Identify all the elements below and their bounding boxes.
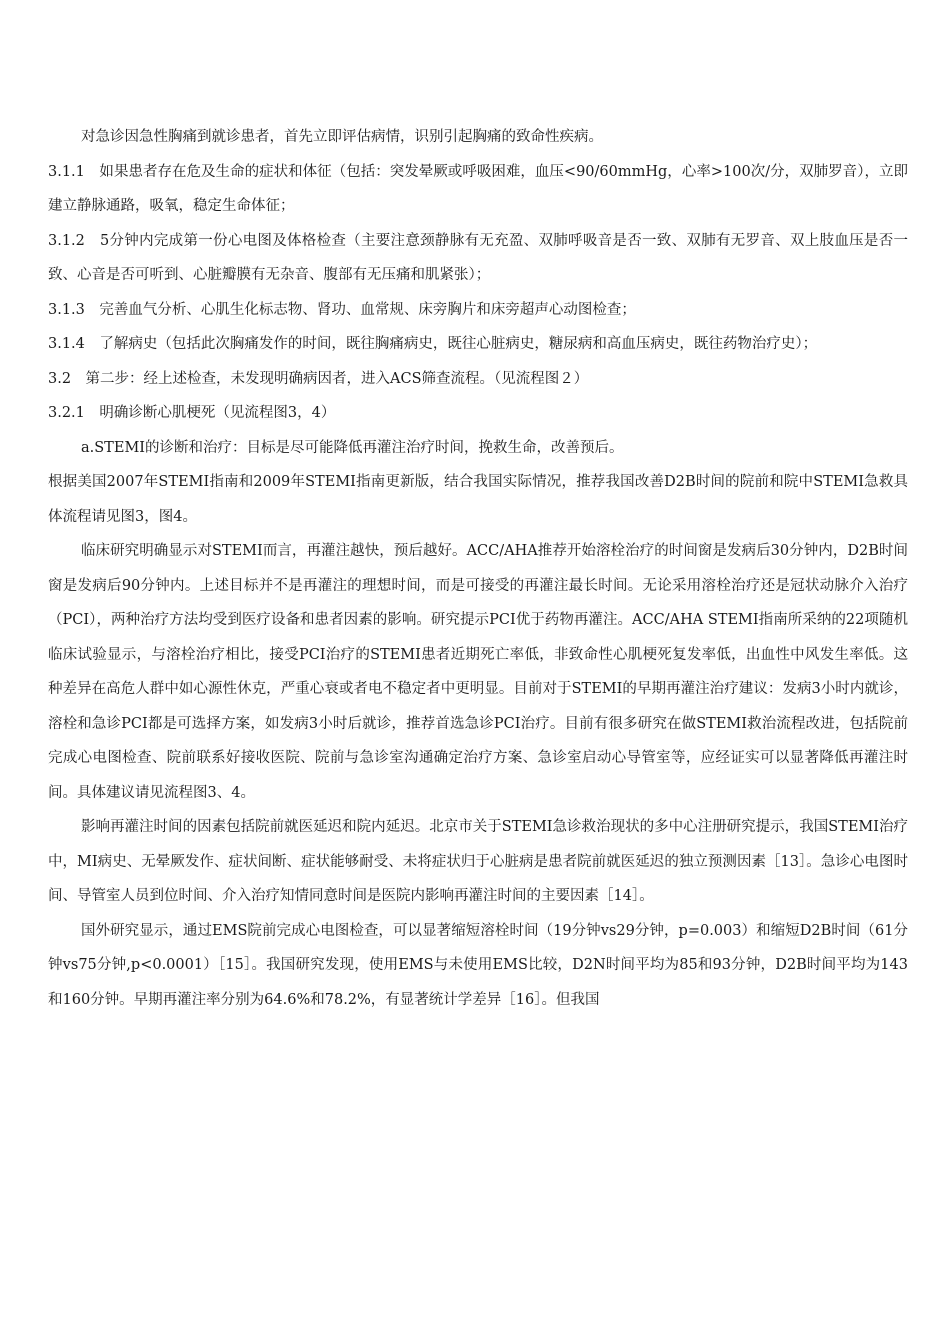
paragraph-3-2: 3.2 第二步：经上述检查，未发现明确病因者，进入ACS筛查流程。（见流程图２） bbox=[48, 370, 589, 387]
paragraph-stemi-a: a.STEMI的诊断和治疗：目标是尽可能降低再灌注治疗时间，挽救生命，改善预后。 bbox=[81, 439, 624, 456]
paragraph-3-1-3: 3.1.3 完善血气分析、心肌生化标志物、肾功、血常规、床旁胸片和床旁超声心动图检查； bbox=[48, 301, 636, 318]
paragraph-reperfusion-factors: 影响再灌注时间的因素包括院前就医延迟和院内延迟。北京市关于STEMI急诊救治现状的多中心注册研究提示，我国STEMI治疗中，MI病史、无晕厥发作、症状间断、症状能够耐受、未将症状归于心脏病是患者院前就医延迟的独立预测因素［13］。急诊心电图时间、导管室人员到位时间、介入治疗知情同意时间是医院内影响再灌注时间的主要因素［14］。 bbox=[48, 819, 908, 904]
document-body bbox=[48, 120, 908, 1017]
paragraph-3-1-2: 3.1.2 5分钟内完成第一份心电图及体格检查（主要注意颈静脉有无充盈、双肺呼吸音是否一致、双肺有无罗音、双上肢血压是否一致、心音是否可听到、心脏瓣膜有无杂音、腹部有无压痛和肌紧张）； bbox=[48, 232, 908, 283]
paragraph-guideline: 根据美国2007年STEMI指南和2009年STEMI指南更新版，结合我国实际情况，推荐我国改善D2B时间的院前和院中STEMI急救具体流程请见图3，图4。 bbox=[48, 474, 908, 525]
paragraph-3-2-1: 3.2.1 明确诊断心肌梗死（见流程图3，4） bbox=[48, 405, 336, 421]
paragraph-3-1-1: 3.1.1 如果患者存在危及生命的症状和体征（包括：突发晕厥或呼吸困难，血压<90/60mmHg，心率>100次/分，双肺罗音），立即建立静脉通路，吸氧，稳定生命体征； bbox=[48, 163, 908, 214]
paragraph-clinical-research: 临床研究明确显示对STEMI而言，再灌注越快，预后越好。ACC/AHA推荐开始溶栓治疗的时间窗是发病后30分钟内，D2B时间窗是发病后90分钟内。上述目标并不是再灌注的理想时间，而是可接受的再灌注最长时间。无论采用溶栓治疗还是冠状动脉介入治疗（PCI），两种治疗方法均受到医疗设备和患者因素的影响。研究提示PCI优于药物再灌注。ACC/AHA STEMI指南所采纳的22项随机临床试验显示，与溶栓治疗相比，接受PCI治疗的STEMI患者近期死亡率低，非致命性心肌梗死复发率低，出血性中风发生率低。这种差异在高危人群中如心源性休克，严重心衰或者电不稳定者中更明显。目前对于STEMI的早期再灌注治疗建议：发病3小时内就诊，溶栓和急诊PCI都是可选择方案，如发病3小时后就诊，推荐首选急诊PCI治疗。目前有很多研究在做STEMI救治流程改进，包括院前完成心电图检查、院前联系好接收医院、院前与急诊室沟通确定治疗方案、急诊室启动心导管室等，应经证实可以显著降低再灌注时间。具体建议请见流程图3、4。 bbox=[48, 543, 908, 801]
paragraph-3-1-4: 3.1.4 了解病史（包括此次胸痛发作的时间，既往胸痛病史，既往心脏病史，糖尿病和高血压病史，既往药物治疗史）； bbox=[48, 336, 818, 352]
paragraph-intro: 对急诊因急性胸痛到就诊患者，首先立即评估病情，识别引起胸痛的致命性疾病。 bbox=[81, 129, 603, 145]
paragraph-foreign-research: 国外研究显示，通过EMS院前完成心电图检查，可以显著缩短溶栓时间（19分钟vs29分钟，p=0.003）和缩短D2B时间（61分钟vs75分钟,p<0.0001）［15］。我国研究发现，使用EMS与未使用EMS比较，D2N时间平均为85和93分钟，D2B时间平均为143和160分钟。早期再灌注率分别为64.6%和78.2%，有显著统计学差异［16］。但我国 bbox=[48, 922, 908, 1008]
